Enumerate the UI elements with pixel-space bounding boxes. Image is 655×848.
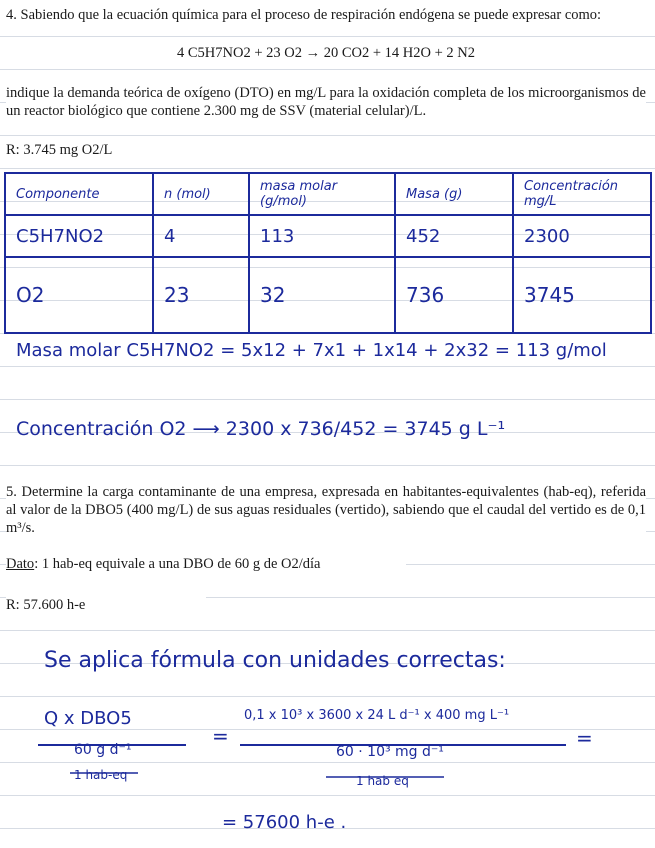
table-row xyxy=(5,215,651,257)
table-cell: 736 xyxy=(395,257,513,333)
table-header-cell: Concentración mg/L xyxy=(513,173,651,215)
table-header-cell: Masa (g) xyxy=(395,173,513,215)
solution-result: = 57600 h-e . xyxy=(222,812,347,833)
table-header-cell: Componente xyxy=(5,173,153,215)
handwritten-table xyxy=(4,172,652,334)
solution-right-numerator: 0,1 x 10³ x 3600 x 24 L d⁻¹ x 400 mg L⁻¹ xyxy=(244,708,510,723)
dato-text: : 1 hab-eq equivale a una DBO de 60 g de O2/día xyxy=(34,556,321,572)
solution-right-den1: 60 · 10³ mg d⁻¹ xyxy=(336,744,444,760)
problem5-statement: 5. Determine la carga contaminante de una empresa, expresada en habitantes-equivalentes (hab-eq), referida al valor de la DBO5 (400 mg/L) de sus aguas residuales (vertido), sabiendo que el caudal del vertido es de 0,1 m³/s. xyxy=(6,484,646,536)
table-cell: 2300 xyxy=(513,215,651,257)
table-cell: 3745 xyxy=(513,257,651,333)
table-header-cell: n (mol) xyxy=(153,173,249,215)
table-cell: O2 xyxy=(5,257,153,333)
solution-right-den2: 1 hab eq xyxy=(356,774,409,788)
table-header-cell: masa molar (g/mol) xyxy=(249,173,395,215)
handwritten-concentracion: Concentración O2 ⟶ 2300 x 736/452 = 3745 g L⁻¹ xyxy=(16,418,506,440)
problem4-equation: 4 C5H7NO2 + 23 O2 → 20 CO2 + 14 H2O + 2 N2 xyxy=(6,44,646,62)
solution-intro: Se aplica fórmula con unidades correctas: xyxy=(44,648,506,673)
problem4-statement: 4. Sabiendo que la ecuación química para el proceso de respiración endógena se puede expresar como: xyxy=(6,6,646,24)
table-cell: 32 xyxy=(249,257,395,333)
solution-left-den2: 1 hab-eq xyxy=(74,768,128,782)
solution-equals-1: = xyxy=(212,724,229,748)
solution-equals-2: = xyxy=(576,726,593,750)
table-cell: 23 xyxy=(153,257,249,333)
solution-left-den1: 60 g d⁻¹ xyxy=(74,742,132,758)
table-cell: C5H7NO2 xyxy=(5,215,153,257)
table-cell: 452 xyxy=(395,215,513,257)
table-header-row xyxy=(5,173,651,215)
table-row xyxy=(5,257,651,333)
table-cell: 113 xyxy=(249,215,395,257)
problem4-answer: R: 3.745 mg O2/L xyxy=(6,141,206,159)
table-cell: 4 xyxy=(153,215,249,257)
solution-left-numerator: Q x DBO5 xyxy=(44,708,132,729)
problem5-dato xyxy=(6,555,406,573)
problem5-answer: R: 57.600 h-e xyxy=(6,596,206,614)
dato-label: Dato xyxy=(6,556,35,572)
problem4-question: indique la demanda teórica de oxígeno (DTO) en mg/L para la oxidación completa de los microorganismos de un reactor biológico que contiene 2.300 mg de SSV (material celular)/L. xyxy=(6,85,646,119)
handwritten-masa-molar: Masa molar C5H7NO2 = 5x12 + 7x1 + 1x14 + 2x32 = 113 g/mol xyxy=(16,340,607,361)
